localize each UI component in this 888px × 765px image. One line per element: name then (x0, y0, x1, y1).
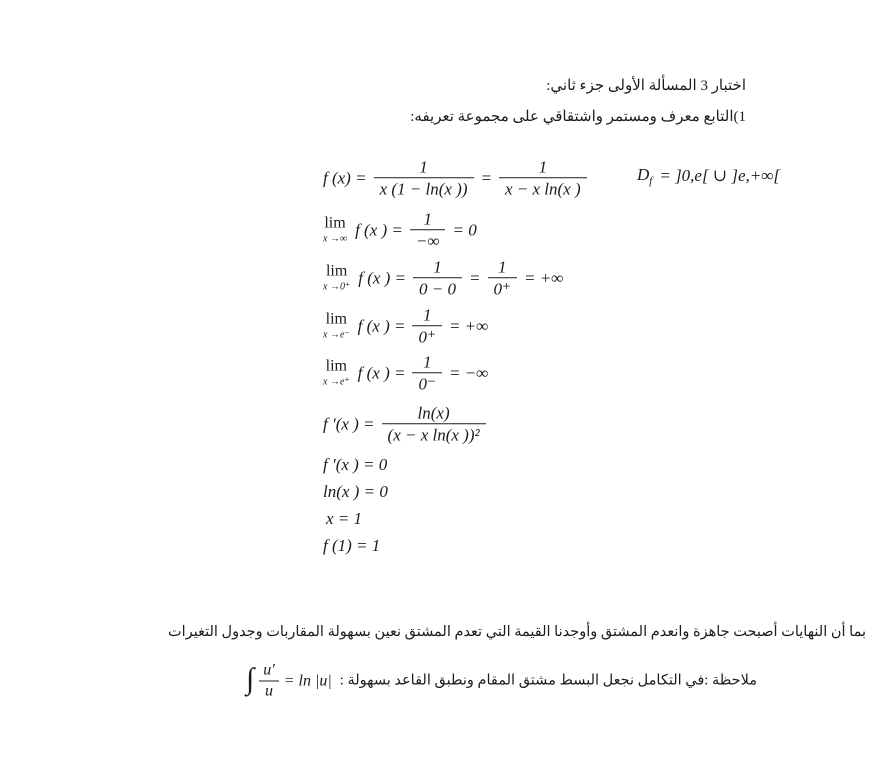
fraction (374, 156, 474, 200)
fraction-denominator: 0 − 0 (413, 278, 462, 300)
domain-subscript: f (649, 175, 653, 188)
equals-sign: = (469, 268, 481, 287)
fraction-denominator: −∞ (410, 230, 446, 252)
equation-step: ln(x ) = 0 (323, 482, 388, 501)
fraction-numerator: u′ (263, 661, 275, 679)
formula-definition (323, 156, 587, 200)
fraction (499, 156, 587, 200)
limit-result: = 0 (452, 220, 477, 239)
limit-expression: f (x ) = (355, 220, 403, 239)
footer-paragraph: بما أن النهايات أصبحت جاهزة وانعدم المشتق وأوجدنا القيمة التي تعدم المشتق نعين بسهولة المقاربات وجدول التغيرات (168, 624, 866, 640)
fraction-numerator: 1 (497, 257, 507, 277)
equation-step: f ′(x ) = 0 (323, 455, 388, 474)
limit-result: = +∞ (448, 316, 489, 335)
integral-result: = ln |u| (283, 672, 332, 689)
limit-operator (323, 359, 350, 388)
definition-lhs: f (x) = (323, 168, 367, 187)
limit-result: = +∞ (523, 268, 564, 287)
formula-domain (637, 165, 780, 187)
fraction (488, 256, 517, 300)
fraction-numerator: 1 (423, 209, 432, 229)
fraction (413, 256, 462, 300)
section-heading: 1)التابع معرف ومستمر واشتقاقي على مجموعة تعريفه: (410, 109, 746, 125)
fraction-denominator: (x − x ln(x ))² (382, 424, 486, 446)
fraction-denominator: x − x ln(x ) (499, 178, 587, 200)
lim-subscript: x →e⁻ (323, 329, 350, 341)
fraction (412, 351, 441, 395)
fraction-denominator: u (259, 681, 279, 702)
fraction (412, 304, 441, 348)
integral-formula (246, 661, 332, 702)
limit-expression: f (x ) = (358, 268, 407, 287)
fraction-numerator: 1 (433, 257, 442, 277)
formula-limit-1 (323, 208, 477, 252)
footer-note (246, 661, 757, 702)
fraction (410, 208, 446, 252)
limit-operator (323, 216, 347, 245)
lim-subscript: x →0⁺ (323, 281, 351, 293)
formula-limit-2 (323, 256, 563, 300)
note-label: ملاحظة :في التكامل نجعل البسط مشتق المقام ونطبق القاعد بسهولة : (339, 672, 757, 689)
formula-derivative (323, 402, 486, 446)
domain-intervals: = ]0,e[ ∪ ]e,+∞[ (659, 165, 780, 185)
limit-expression: f (x ) = (357, 316, 406, 335)
fraction-numerator: 1 (422, 305, 432, 325)
lim-word: lim (325, 310, 347, 328)
equation-step: x = 1 (326, 509, 363, 528)
equation-step: f (1) = 1 (323, 536, 381, 555)
derivative-lhs: f ′(x ) = (323, 414, 375, 433)
lim-word: lim (325, 357, 347, 375)
fraction-numerator: ln(x) (417, 403, 450, 423)
fraction-denominator: x (1 − ln(x )) (374, 178, 474, 200)
lim-word: lim (324, 214, 346, 232)
fraction-numerator: 1 (538, 157, 548, 177)
header-title: اختبار 3 المسألة الأولى جزء ثاني: (546, 78, 746, 94)
equals-sign: = (480, 168, 492, 187)
domain-symbol: $D_f$ (637, 164, 653, 188)
fraction-numerator: 1 (419, 157, 428, 177)
limit-operator (323, 264, 350, 293)
integral-icon: ∫ (246, 662, 255, 695)
fraction-denominator: 0⁺ (412, 326, 441, 348)
fraction-denominator: 0⁻ (412, 373, 441, 395)
limit-result: = −∞ (448, 363, 489, 382)
lim-word: lim (325, 262, 348, 280)
formula-limit-4 (323, 351, 488, 395)
fraction-denominator: 0⁺ (488, 278, 517, 300)
limit-expression: f (x ) = (357, 363, 406, 382)
fraction (382, 402, 486, 446)
fraction-numerator: 1 (422, 352, 432, 372)
lim-subscript: x →∞ (323, 233, 348, 245)
lim-subscript: x →e⁺ (323, 376, 350, 388)
fraction (257, 661, 281, 702)
limit-operator (323, 312, 350, 341)
formula-limit-3 (323, 304, 488, 348)
